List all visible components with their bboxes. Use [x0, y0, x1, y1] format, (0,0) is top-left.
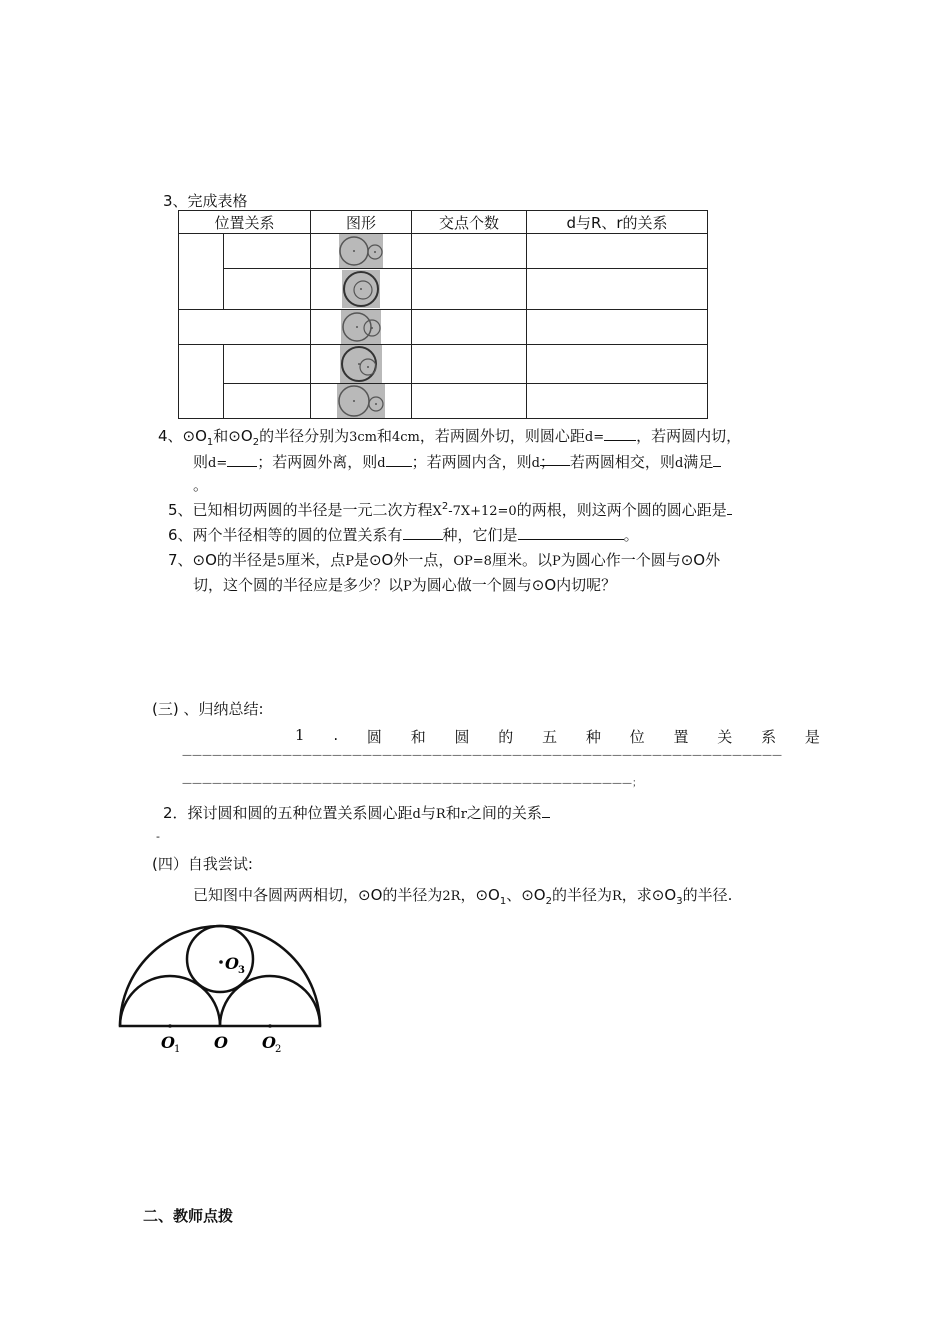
summary-item1: 1 . 圆 和 圆 的 五 种 位 置 关 系 是	[295, 726, 820, 746]
answer-blank[interactable]	[727, 500, 732, 515]
answer-blank[interactable]	[518, 525, 624, 540]
label-o3-sub: 3	[238, 965, 245, 976]
label-o2-sub: 2	[275, 1044, 282, 1055]
answer-line-2[interactable]: —————————————————————————————————————————————；	[182, 778, 642, 789]
label-o2: O	[262, 1033, 276, 1052]
table-cell-figure	[311, 269, 412, 310]
intersecting-circles-figure	[341, 310, 381, 344]
answer-blank[interactable]	[604, 426, 636, 441]
table-cell[interactable]	[224, 384, 311, 419]
o3-center-dot	[219, 960, 223, 964]
q7-line2: 切，这个圆的半径应是多少？以P为圆心做一个圆与⊙O内切呢？	[193, 576, 617, 594]
table-cell	[179, 234, 224, 310]
table-cell[interactable]	[412, 269, 527, 310]
answer-blank[interactable]	[713, 452, 721, 467]
table-cell[interactable]	[412, 310, 527, 345]
label-o1-sub: 1	[174, 1044, 181, 1055]
table-cell[interactable]	[527, 384, 708, 419]
th-figure: 图形	[311, 211, 412, 234]
o1-center-dot	[168, 1024, 172, 1028]
concentric-circles-figure	[342, 270, 380, 308]
q4-line3: 。	[193, 476, 209, 494]
q3-label: 3、完成表格	[163, 192, 248, 210]
circles-icon	[342, 270, 380, 308]
table-cell[interactable]	[224, 345, 311, 384]
table-cell[interactable]	[527, 234, 708, 269]
circles-icon	[341, 310, 381, 344]
answer-blank[interactable]	[227, 452, 257, 467]
q6: 6、两个半径相等的圆的位置关系有 种，它们是 。	[168, 526, 639, 544]
big-semicircle	[120, 926, 320, 1026]
table-cell[interactable]	[224, 234, 311, 269]
table-cell[interactable]	[527, 345, 708, 384]
table-cell	[179, 345, 224, 419]
answer-blank[interactable]	[386, 452, 412, 467]
section2-title: 二、教师点拨	[143, 1207, 234, 1225]
circles-icon	[337, 384, 385, 418]
answer-line-1[interactable]: ————————————————————————————————————————————————————————————	[182, 750, 782, 761]
tangent-circles-figure	[110, 905, 335, 1055]
label-o1: O	[161, 1033, 175, 1052]
self-test-question: 已知图中各圆两两相切，⊙O的半径为2R，$⊙O_1$、$⊙O_2$的半径为R，求$⊙O_3$的半径.	[193, 886, 733, 907]
internal-tangent-figure	[340, 345, 382, 383]
summary-item2: 2．探讨圆和圆的五种位置关系圆心距d与R和r之间的关系	[163, 802, 550, 823]
left-semicircle	[120, 976, 220, 1026]
table-cell-figure	[311, 384, 412, 419]
self-test-title: (四）自我尝试:	[152, 855, 253, 873]
answer-blank[interactable]: ；	[540, 451, 570, 466]
q4-line1: 4、$⊙O_1$和$⊙O_2$的半径分别为3cm和4cm，若两圆外切，则圆心距d= ，若两圆内切，	[158, 427, 742, 448]
o2-center-dot	[268, 1024, 272, 1028]
table-cell[interactable]	[527, 269, 708, 310]
answer-blank[interactable]	[542, 803, 550, 818]
th-relation: d与R、r的关系	[527, 211, 708, 234]
q7-line1: 7、⊙O的半径是5厘米，点P是⊙O外一点，OP=8厘米。以P为圆心作一个圆与⊙O外	[168, 551, 721, 569]
two-circles-apart-figure	[339, 234, 383, 268]
th-intersections: 交点个数	[412, 211, 527, 234]
q4-line2: 则d= ；若两圆外离，则d ；若两圆内含，则d； 若两圆相交，则d满足	[193, 451, 721, 472]
position-table	[178, 210, 708, 419]
q5: 5、已知相切两圆的半径是一元二次方程$X^2-7X+12=0$的两根，则这两个圆的圆心距是	[168, 499, 732, 520]
label-o: O	[214, 1033, 228, 1052]
circles-icon	[339, 234, 383, 268]
table-cell[interactable]	[412, 345, 527, 384]
table-cell[interactable]	[527, 310, 708, 345]
right-semicircle	[220, 976, 320, 1026]
table-cell[interactable]	[412, 234, 527, 269]
table-cell-figure	[311, 345, 412, 384]
answer-blank[interactable]	[403, 525, 443, 540]
stray-mark: -	[156, 830, 160, 843]
summary-title: (三) 、归纳总结:	[152, 700, 264, 718]
circle-o3	[187, 926, 253, 992]
table-cell-figure	[311, 234, 412, 269]
th-position: 位置关系	[179, 211, 311, 234]
circles-icon	[340, 345, 382, 383]
table-cell[interactable]	[412, 384, 527, 419]
table-cell[interactable]	[179, 310, 311, 345]
table-cell[interactable]	[224, 269, 311, 310]
label-o3: O	[225, 954, 239, 973]
table-cell-figure	[311, 310, 412, 345]
external-tangent-figure	[337, 384, 385, 418]
